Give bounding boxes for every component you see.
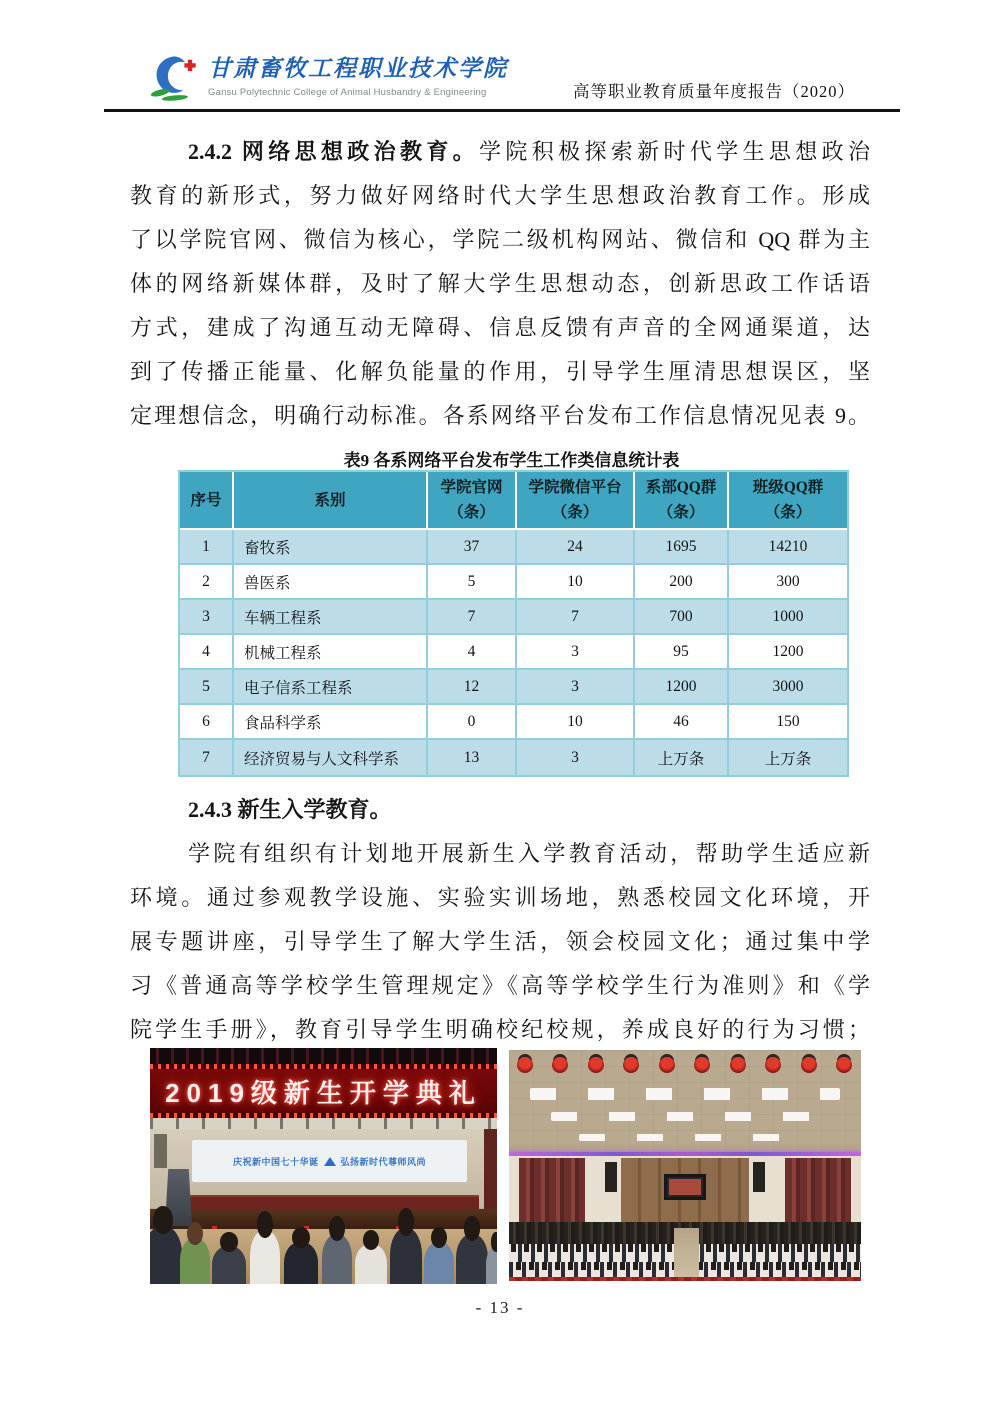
cell-department: 食品科学系 <box>234 705 428 740</box>
page-number: - 13 - <box>475 1298 525 1317</box>
table-row <box>180 635 847 670</box>
table-row <box>180 705 847 740</box>
paragraph-text: 学院积极探索新时代学生思想政治 <box>479 139 870 164</box>
table-row <box>180 670 847 705</box>
cell-dept-qq-count: 1200 <box>635 670 729 705</box>
report-title: 高等职业教育质量年度报告（2020） <box>573 82 855 101</box>
col-header-wechat: 学院微信平台 （条） <box>517 472 635 530</box>
paragraph-line: 到了传播正能量、化解负能量的作用，引导学生厘清思想误区，坚 <box>130 359 870 384</box>
cell-dept-qq-count: 上万条 <box>635 740 729 775</box>
cell-index: 7 <box>180 740 234 775</box>
stage-truss <box>150 1118 497 1129</box>
cell-index: 4 <box>180 635 234 670</box>
table-row <box>180 740 847 775</box>
paragraph-line: 学院有组织有计划地开展新生入学教育活动，帮助学生适应新 <box>188 841 870 866</box>
cell-wechat-count: 10 <box>517 705 635 740</box>
section-243-paragraph <box>130 788 870 1052</box>
cell-index: 1 <box>180 530 234 565</box>
section-242-heading: 2.4.2 网络思想政治教育。 <box>188 139 480 164</box>
audience-figure <box>250 1230 280 1284</box>
cell-official-site-count: 13 <box>428 740 517 775</box>
stage-table <box>180 1195 479 1209</box>
ceiling-light-panels <box>530 1088 840 1100</box>
led-banner-text: 2019级新生开学典礼 <box>165 1077 482 1108</box>
col-header-department: 系别 <box>234 472 428 530</box>
cell-department: 电子信系工程系 <box>234 670 428 705</box>
cell-class-qq-count: 300 <box>729 565 847 600</box>
stage-people-row <box>196 1165 465 1196</box>
col-header-dept-qq: 系部QQ群 （条） <box>635 472 729 530</box>
audience-figure <box>456 1234 488 1284</box>
audience-figure <box>355 1244 387 1284</box>
college-logo <box>148 52 508 104</box>
audience-figure <box>284 1242 318 1284</box>
cell-department: 机械工程系 <box>234 635 428 670</box>
audience-figure <box>212 1246 246 1284</box>
cell-class-qq-count: 1000 <box>729 600 847 635</box>
audience-figure <box>486 1246 497 1284</box>
led-banner <box>150 1064 497 1118</box>
cell-wechat-count: 3 <box>517 670 635 705</box>
stage-curtain <box>484 1129 497 1213</box>
cell-class-qq-count: 150 <box>729 705 847 740</box>
paragraph-line: 环境。通过参观教学设施、实验实训场地，熟悉校园文化环境，开 <box>130 885 870 910</box>
cell-wechat-count: 3 <box>517 635 635 670</box>
cell-official-site-count: 5 <box>428 565 517 600</box>
table-network-platform-stats <box>178 470 849 777</box>
cell-dept-qq-count: 95 <box>635 635 729 670</box>
cell-dept-qq-count: 200 <box>635 565 729 600</box>
cell-wechat-count: 10 <box>517 565 635 600</box>
cell-class-qq-count: 14210 <box>729 530 847 565</box>
ceiling-light-panels <box>579 1134 790 1141</box>
stage-speaker <box>154 1134 167 1168</box>
cell-index: 2 <box>180 565 234 600</box>
backdrop-text-right: 弘扬新时代尊师风尚 <box>340 1156 427 1167</box>
paragraph-line: 教育的新形式，努力做好网络时代大学生思想政治教育工作。形成 <box>130 183 870 208</box>
speaker <box>753 1162 765 1192</box>
cell-wechat-count: 24 <box>517 530 635 565</box>
cell-official-site-count: 37 <box>428 530 517 565</box>
cell-official-site-count: 12 <box>428 670 517 705</box>
stage-lights-strip <box>150 1048 497 1064</box>
paragraph-line: 习《普通高等学校学生管理规定》《高等学校学生行为准则》和《学 <box>130 973 870 998</box>
college-logo-icon <box>148 52 200 104</box>
cell-official-site-count: 0 <box>428 705 517 740</box>
paragraph-line: 定理想信念，明确行动标准。各系网络平台发布工作信息情况见表 9。 <box>130 403 870 428</box>
paragraph-line: 展专题讲座，引导学生了解大学生活，领会校园文化；通过集中学 <box>130 929 870 954</box>
cell-department: 车辆工程系 <box>234 600 428 635</box>
cell-official-site-count: 7 <box>428 600 517 635</box>
audience-figure <box>180 1238 210 1284</box>
cell-class-qq-count: 1200 <box>729 635 847 670</box>
table-row <box>180 565 847 600</box>
cell-dept-qq-count: 1695 <box>635 530 729 565</box>
audience-figure <box>322 1234 352 1284</box>
section-242-paragraph <box>130 130 870 438</box>
paragraph-line: 体的网络新媒体群，及时了解大学生思想动态，创新思政工作话语 <box>130 271 870 296</box>
col-header-class-qq: 班级QQ群 （条） <box>729 472 847 530</box>
table-header-row <box>180 472 847 530</box>
wall-curtains-left <box>519 1158 585 1226</box>
section-242-lines <box>130 174 870 438</box>
cell-class-qq-count: 3000 <box>729 670 847 705</box>
projection-screen <box>664 1174 706 1200</box>
paragraph-line: 了以学院官网、微信为核心，学院二级机构网站、微信和 QQ 群为主 <box>130 227 870 252</box>
paragraph-line: 方式，建成了沟通互动无障碍、信息反馈有声音的全网通渠道，达 <box>130 315 870 340</box>
cell-department: 兽医系 <box>234 565 428 600</box>
cell-wechat-count: 3 <box>517 740 635 775</box>
cell-department: 畜牧系 <box>234 530 428 565</box>
paragraph-line: 院学生手册》，教育引导学生明确校纪校规，养成良好的行为习惯； <box>130 1017 870 1042</box>
table-body <box>180 530 847 775</box>
table-row <box>180 530 847 565</box>
header-divider <box>104 109 900 112</box>
center-aisle <box>674 1228 699 1281</box>
college-name-zh: 甘肃畜牧工程职业技术学院 <box>208 56 508 81</box>
col-header-index: 序号 <box>180 472 234 530</box>
paragraph-line <box>130 130 870 174</box>
table-row <box>180 600 847 635</box>
photo-opening-ceremony <box>150 1048 497 1284</box>
cell-dept-qq-count: 46 <box>635 705 729 740</box>
backdrop-text-left: 庆祝新中国七十华诞 <box>232 1156 319 1167</box>
audience-figure <box>424 1242 454 1284</box>
speaker <box>605 1162 617 1192</box>
ceiling-light-panels <box>551 1112 819 1121</box>
table-caption: 表9 各系网络平台发布学生工作类信息统计表 <box>343 451 680 470</box>
col-header-official-site: 学院官网 （条） <box>428 472 517 530</box>
cell-official-site-count: 4 <box>428 635 517 670</box>
photo-auditorium-audience <box>509 1050 861 1281</box>
audience-figure <box>150 1226 182 1284</box>
cell-index: 5 <box>180 670 234 705</box>
stage-light-fixtures <box>509 1052 861 1082</box>
back-wall <box>621 1158 749 1226</box>
section-243-heading: 2.4.3 新生入学教育。 <box>188 797 392 822</box>
cell-index: 3 <box>180 600 234 635</box>
college-name-en: Gansu Polytechnic College of Animal Husbandry & Engineering <box>208 87 487 99</box>
section-243-lines <box>130 832 870 1052</box>
audience-figure <box>390 1228 422 1284</box>
cell-wechat-count: 7 <box>517 600 635 635</box>
red-chairs <box>509 1277 861 1281</box>
cell-dept-qq-count: 700 <box>635 600 729 635</box>
cell-index: 6 <box>180 705 234 740</box>
wall-curtains-right <box>785 1158 851 1226</box>
cell-class-qq-count: 上万条 <box>764 750 812 768</box>
cell-department: 经济贸易与人文科学系 <box>234 740 428 775</box>
